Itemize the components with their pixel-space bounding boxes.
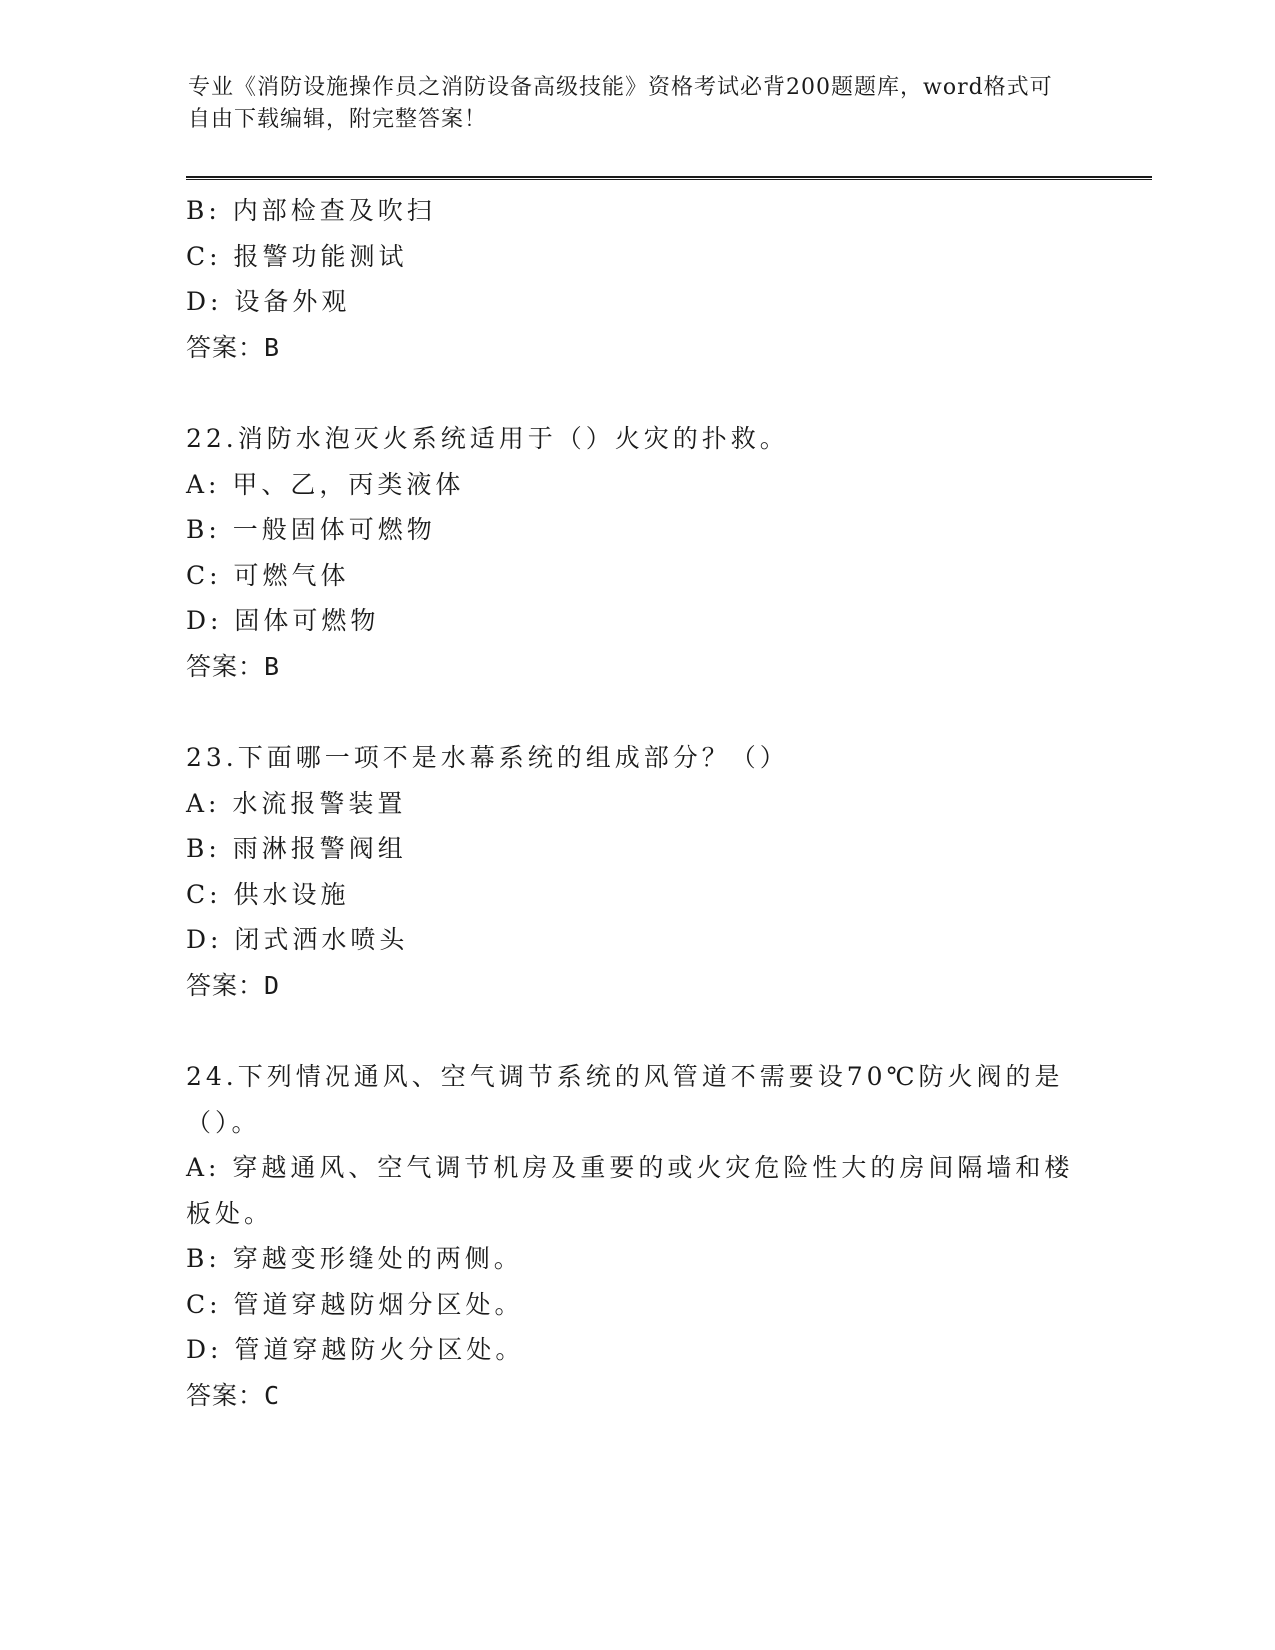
- option-b: B: 穿越变形缝处的两侧。: [186, 1244, 523, 1273]
- option-b: B: 一般固体可燃物: [186, 515, 436, 544]
- answer-line: [186, 325, 1086, 372]
- question-text: 23.下面哪一项不是水幕系统的组成部分？（）: [186, 743, 789, 772]
- answer-line: [186, 963, 1086, 1010]
- header-divider: [186, 176, 1152, 180]
- answer-label: 答案：: [186, 1381, 265, 1410]
- question-23: [186, 735, 1086, 1009]
- option-c: C: 供水设施: [186, 879, 350, 909]
- answer-value: B: [264, 332, 281, 362]
- question-text: 24.下列情况通风、空气调节系统的风管道不需要设70℃防火阀的是（）。: [186, 1062, 1064, 1137]
- answer-value: B: [264, 651, 281, 681]
- question-text: 22.消防水泡灭火系统适用于（）火灾的扑救。: [186, 424, 789, 453]
- option-d: D: 闭式洒水喷头: [186, 925, 409, 954]
- option-c: C: 可燃气体: [186, 560, 350, 590]
- option-d: D: 固体可燃物: [186, 606, 380, 635]
- option-d: D: 设备外观: [186, 287, 351, 316]
- option-a: A: 水流报警装置: [186, 788, 407, 818]
- option-a: A: 穿越通风、空气调节机房及重要的或火灾危险性大的房间隔墙和楼板处。: [186, 1153, 1074, 1228]
- option-b: B: 雨淋报警阀组: [186, 834, 407, 863]
- answer-label: 答案：: [186, 971, 265, 1000]
- option-c: C: 管道穿越防烟分区处。: [186, 1289, 524, 1319]
- question-24: [186, 1054, 1086, 1419]
- question-22: [186, 416, 1086, 690]
- document-header: 专业《消防设施操作员之消防设备高级技能》资格考试必背200题题库，word格式可自由下载编辑，附完整答案！: [188, 75, 1053, 132]
- answer-label: 答案：: [186, 652, 265, 681]
- answer-label: 答案：: [186, 333, 265, 362]
- question-21-tail: [186, 188, 1086, 371]
- option-b: B: 内部检查及吹扫: [186, 196, 436, 225]
- answer-line: [186, 1373, 1086, 1420]
- option-a: A: 甲、乙，丙类液体: [186, 469, 465, 499]
- answer-value: D: [264, 970, 281, 1000]
- option-d: D: 管道穿越防火分区处。: [186, 1335, 525, 1364]
- option-c: C: 报警功能测试: [186, 241, 408, 271]
- question-list: [186, 188, 1086, 1419]
- answer-value: C: [264, 1380, 281, 1410]
- answer-line: [186, 644, 1086, 691]
